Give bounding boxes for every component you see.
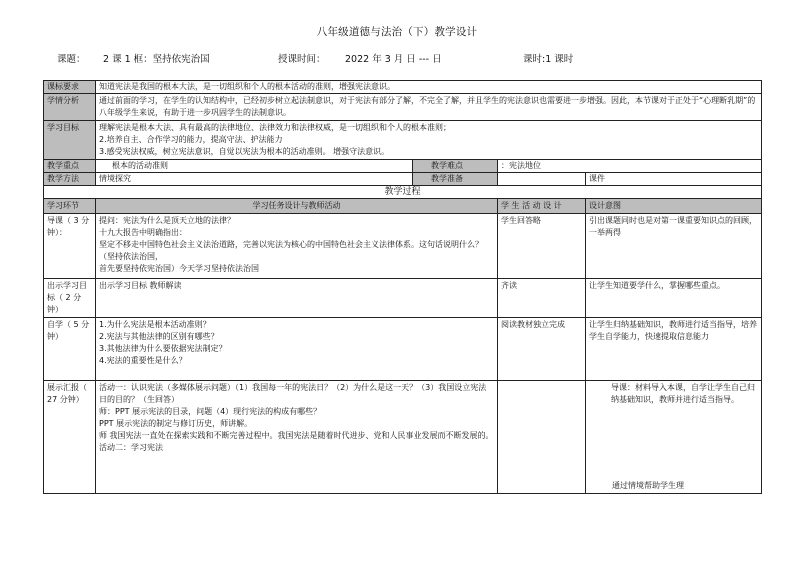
student-activity: 齐读 <box>498 279 586 318</box>
task-line: 活动一：认识宪法（多媒体展示问题）（1）我国每一年的宪法日？（2）为什么是这一天？（3）我国设立宪法日的目的？（生回答） <box>99 383 487 404</box>
table-row <box>44 381 762 494</box>
table-row <box>44 94 762 121</box>
task-text <box>96 214 498 279</box>
student-activity: 学生回答略 <box>498 214 586 279</box>
time-label: 授课时间： <box>278 54 326 65</box>
design-intent: 引出课题同时也是对第一课重要知识点的回顾，一举两得 <box>586 214 762 279</box>
table-row <box>44 279 762 318</box>
task-line: 坚定不移走中国特色社会主义法治道路，完善以宪法为核心的中国特色社会主义法律体系。这句话说明什么？（坚持依法治国， <box>99 240 483 261</box>
row-label: 教学方法 <box>44 173 96 186</box>
prep-label: 教学准备 <box>413 173 498 186</box>
goals-list <box>96 121 762 160</box>
topic-label: 课题： <box>57 54 86 65</box>
header-stage: 学习环节 <box>44 199 96 214</box>
student-activity <box>498 381 586 494</box>
time-value: 2022 年 3 月 日 --- 日 <box>345 54 442 65</box>
row-label: 课标要求 <box>44 81 96 94</box>
table-row <box>44 318 762 381</box>
row-label: 学习目标 <box>44 121 96 160</box>
table-row <box>44 121 762 160</box>
design-intent: 让学生归纳基础知识，教师进行适当指导，培养学生自学能力，快速提取信息能力 <box>586 318 762 381</box>
stage-label: 出示学习目标（ 2 分钟） <box>44 279 96 318</box>
table-row <box>44 199 762 214</box>
goal-item: 3.感受宪法权威，树立宪法意识，自觉以宪法为根本的活动准则。 增强守法意识。 <box>99 147 390 156</box>
table-row <box>44 173 762 186</box>
header-student: 学 生 活 动 设 计 <box>498 199 586 214</box>
lesson-plan-table <box>43 80 762 494</box>
table-row <box>44 186 762 199</box>
stage-label: 展示汇报（ 27 分钟） <box>44 381 96 494</box>
header-task: 学习任务设计与教师活动 <box>96 199 498 214</box>
standard-text: 知道宪法是我国的根本大法，是一切组织和个人的根本活动的准则，增强宪法意识。 <box>96 81 762 94</box>
difficulty-label: 教学难点 <box>413 160 498 173</box>
stage-label: 导课（ 3 分钟）： <box>44 214 96 279</box>
task-line: 十九大报告中明确指出： <box>99 228 187 237</box>
task-line: PPT 展示宪法的制定与修订历史，师讲解。 <box>99 419 253 428</box>
task-line: 师：PPT 展示宪法的目录，问题（4）现行宪法的构成有哪些？ <box>99 407 322 416</box>
intent-bottom: 通过情境帮助学生理 <box>612 481 684 490</box>
class-hours: 课时:1 课时 <box>523 54 574 65</box>
goal-item: 2.培养自主、合作学习的能力，提高守法、护法能力 <box>99 135 283 144</box>
task-line: 4.宪法的重要性是什么？ <box>99 356 187 365</box>
goal-item: 理解宪法是根本大法、具有最高的法律地位、法律效力和法律权威，是一切组织和个人的根本准则； <box>99 123 451 132</box>
task-line: 3.其他法律为什么要依据宪法制定？ <box>99 344 227 353</box>
table-row <box>44 160 762 173</box>
stage-label: 自学（ 5 分钟） <box>44 318 96 381</box>
document-title: 八年级道德与法治（下）教学设计 <box>316 26 478 38</box>
task-line: 活动二：学习宪法 <box>99 443 163 452</box>
row-label: 教学重点 <box>44 160 96 173</box>
task-text: 出示学习目标 教师解读 <box>96 279 498 318</box>
intent-top: 导课：材料导入本课，自学让学生自己归纳基础知识，教师并进行适当指导。 <box>611 383 755 404</box>
student-activity: 阅读教材独立完成 <box>498 318 586 381</box>
method-value: 情境探究 <box>96 173 413 186</box>
design-intent <box>586 381 762 494</box>
task-line: 师 我国宪法一直处在探索实践和不断完善过程中。我国宪法是随着时代进步、党和人民事业发展而不断发展的。 <box>99 431 494 440</box>
task-line: 1.为什么宪法是根本活动准则？ <box>99 320 211 329</box>
table-row <box>44 81 762 94</box>
task-line: 提问：宪法为什么是顶天立地的法律？ <box>99 216 235 225</box>
prep-spacer <box>498 173 586 186</box>
header-intent: 设计意图 <box>586 199 762 214</box>
task-text <box>96 381 498 494</box>
focus-value: 根本的活动准则 <box>96 160 413 173</box>
difficulty-value: ：宪法地位 <box>498 160 762 173</box>
task-line: 首先要坚持依宪治国）今天学习坚持依法治国 <box>99 264 259 273</box>
design-intent: 让学生知道要学什么，掌握哪些重点。 <box>586 279 762 318</box>
row-label: 学情分析 <box>44 94 96 121</box>
process-title: 教学过程 <box>44 186 762 199</box>
topic-value: 2 课 1 框：坚持依宪治国 <box>103 54 210 65</box>
task-line: 2.宪法与其他法律的区别有哪些？ <box>99 332 219 341</box>
table-row <box>44 214 762 279</box>
task-text <box>96 318 498 381</box>
analysis-text: 通过前面的学习，在学生的认知结构中，已经初步树立起法制意识，对于宪法有部分了解，不完全了解，并且学生的宪法意识也需要进一步增强。因此，本节课对于正处于“心理断乳期”的八年级学生来说，有助于进一步巩固学生的法制意识。 <box>96 94 762 121</box>
prep-value: 课件 <box>586 173 762 186</box>
